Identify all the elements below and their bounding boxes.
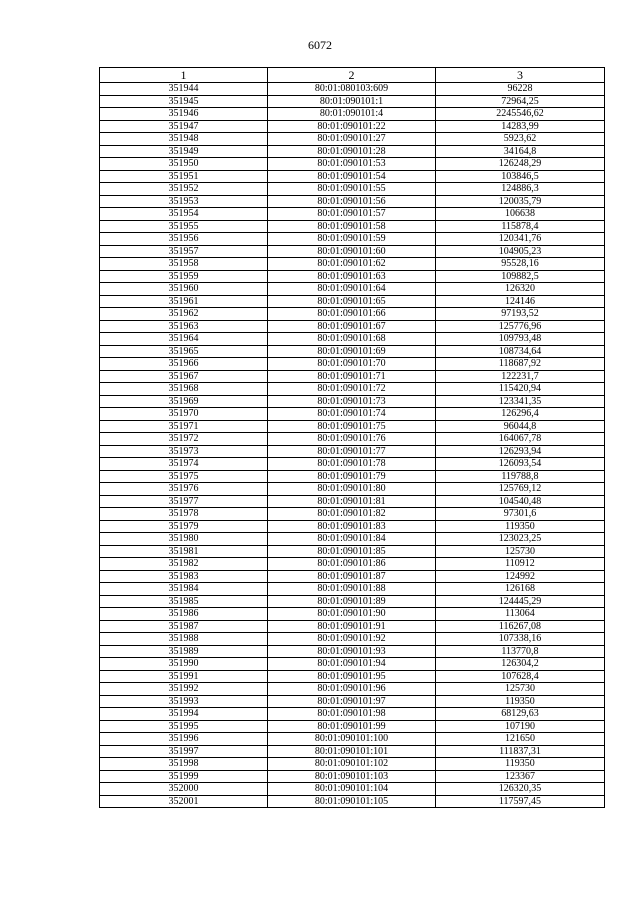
cell-value: 108734,64	[436, 345, 605, 358]
cell-number: 351962	[100, 308, 268, 321]
cell-cadastral-number: 80:01:090101:67	[268, 320, 436, 333]
cell-cadastral-number: 80:01:090101:53	[268, 158, 436, 171]
cell-value: 111837,31	[436, 745, 605, 758]
cell-number: 351952	[100, 183, 268, 196]
table-row	[100, 708, 605, 721]
table-row	[100, 83, 605, 96]
table-row	[100, 508, 605, 521]
table-row	[100, 245, 605, 258]
cell-cadastral-number: 80:01:090101:65	[268, 295, 436, 308]
cell-number: 351989	[100, 645, 268, 658]
cell-value: 123367	[436, 770, 605, 783]
cell-number: 351986	[100, 608, 268, 621]
cell-value: 123023,25	[436, 533, 605, 546]
cell-value: 97193,52	[436, 308, 605, 321]
cell-cadastral-number: 80:01:090101:73	[268, 395, 436, 408]
table-row	[100, 720, 605, 733]
cell-cadastral-number: 80:01:090101:96	[268, 683, 436, 696]
cell-cadastral-number: 80:01:090101:103	[268, 770, 436, 783]
cell-number: 351973	[100, 445, 268, 458]
table-row	[100, 183, 605, 196]
cell-cadastral-number: 80:01:090101:77	[268, 445, 436, 458]
cell-value: 110912	[436, 558, 605, 571]
cell-cadastral-number: 80:01:090101:74	[268, 408, 436, 421]
cell-value: 14283,99	[436, 120, 605, 133]
cell-cadastral-number: 80:01:090101:58	[268, 220, 436, 233]
table-row	[100, 570, 605, 583]
cell-cadastral-number: 80:01:090101:102	[268, 758, 436, 771]
cell-number: 351951	[100, 170, 268, 183]
cell-number: 351958	[100, 258, 268, 271]
cell-cadastral-number: 80:01:090101:99	[268, 720, 436, 733]
cell-cadastral-number: 80:01:090101:28	[268, 145, 436, 158]
cell-number: 351987	[100, 620, 268, 633]
cell-cadastral-number: 80:01:090101:101	[268, 745, 436, 758]
cell-number: 351948	[100, 133, 268, 146]
cell-value: 125730	[436, 545, 605, 558]
table-body	[100, 83, 605, 808]
cell-value: 118687,92	[436, 358, 605, 371]
cell-cadastral-number: 80:01:090101:91	[268, 620, 436, 633]
cell-cadastral-number: 80:01:090101:80	[268, 483, 436, 496]
cell-number: 351994	[100, 708, 268, 721]
table-row	[100, 483, 605, 496]
cell-number: 351974	[100, 458, 268, 471]
table-row	[100, 308, 605, 321]
cell-number: 351998	[100, 758, 268, 771]
cell-value: 126296,4	[436, 408, 605, 421]
cell-number: 351988	[100, 633, 268, 646]
cell-cadastral-number: 80:01:090101:82	[268, 508, 436, 521]
cell-cadastral-number: 80:01:090101:86	[268, 558, 436, 571]
cell-value: 126168	[436, 583, 605, 596]
cell-cadastral-number: 80:01:090101:75	[268, 420, 436, 433]
cell-value: 126248,29	[436, 158, 605, 171]
cell-cadastral-number: 80:01:090101:87	[268, 570, 436, 583]
cell-cadastral-number: 80:01:090101:64	[268, 283, 436, 296]
table-row	[100, 120, 605, 133]
cell-cadastral-number: 80:01:090101:90	[268, 608, 436, 621]
cell-number: 351944	[100, 83, 268, 96]
cell-number: 351995	[100, 720, 268, 733]
cell-cadastral-number: 80:01:090101:104	[268, 783, 436, 796]
cell-cadastral-number: 80:01:090101:69	[268, 345, 436, 358]
cell-cadastral-number: 80:01:090101:1	[268, 95, 436, 108]
cell-value: 115420,94	[436, 383, 605, 396]
cell-value: 120035,79	[436, 195, 605, 208]
table-row	[100, 458, 605, 471]
cell-cadastral-number: 80:01:090101:71	[268, 370, 436, 383]
cell-number: 351949	[100, 145, 268, 158]
cell-value: 122231,7	[436, 370, 605, 383]
table-row	[100, 495, 605, 508]
cell-cadastral-number: 80:01:090101:63	[268, 270, 436, 283]
table-row	[100, 758, 605, 771]
cell-value: 119350	[436, 758, 605, 771]
data-table	[99, 67, 605, 808]
cell-number: 351953	[100, 195, 268, 208]
cell-number: 351970	[100, 408, 268, 421]
cell-value: 96044,8	[436, 420, 605, 433]
cell-value: 124146	[436, 295, 605, 308]
cell-value: 126293,94	[436, 445, 605, 458]
cell-cadastral-number: 80:01:090101:76	[268, 433, 436, 446]
table-row	[100, 795, 605, 808]
table-row	[100, 445, 605, 458]
table-row	[100, 733, 605, 746]
cell-cadastral-number: 80:01:090101:57	[268, 208, 436, 221]
cell-cadastral-number: 80:01:090101:60	[268, 245, 436, 258]
cell-number: 351981	[100, 545, 268, 558]
cell-cadastral-number: 80:01:090101:70	[268, 358, 436, 371]
cell-number: 352001	[100, 795, 268, 808]
cell-number: 351966	[100, 358, 268, 371]
table-row	[100, 208, 605, 221]
cell-number: 351993	[100, 695, 268, 708]
cell-cadastral-number: 80:01:090101:94	[268, 658, 436, 671]
cell-value: 107628,4	[436, 670, 605, 683]
cell-number: 351980	[100, 533, 268, 546]
cell-cadastral-number: 80:01:090101:66	[268, 308, 436, 321]
cell-value: 121650	[436, 733, 605, 746]
cell-value: 5923,62	[436, 133, 605, 146]
cell-cadastral-number: 80:01:090101:79	[268, 470, 436, 483]
cell-value: 72964,25	[436, 95, 605, 108]
table-row	[100, 433, 605, 446]
cell-value: 117597,45	[436, 795, 605, 808]
cell-value: 34164,8	[436, 145, 605, 158]
cell-value: 109882,5	[436, 270, 605, 283]
cell-cadastral-number: 80:01:090101:85	[268, 545, 436, 558]
table-row	[100, 520, 605, 533]
cell-value: 124992	[436, 570, 605, 583]
table-row	[100, 683, 605, 696]
table-header	[100, 68, 605, 83]
table-row	[100, 333, 605, 346]
cell-cadastral-number: 80:01:090101:78	[268, 458, 436, 471]
table-row	[100, 470, 605, 483]
cell-number: 351983	[100, 570, 268, 583]
cell-cadastral-number: 80:01:090101:4	[268, 108, 436, 121]
cell-value: 106638	[436, 208, 605, 221]
column-header-3: 3	[436, 68, 605, 83]
column-header-1: 1	[100, 68, 268, 83]
cell-value: 120341,76	[436, 233, 605, 246]
cell-cadastral-number: 80:01:090101:59	[268, 233, 436, 246]
cell-number: 351975	[100, 470, 268, 483]
cell-number: 351985	[100, 595, 268, 608]
table-row	[100, 233, 605, 246]
cell-number: 351990	[100, 658, 268, 671]
cell-value: 125776,96	[436, 320, 605, 333]
cell-cadastral-number: 80:01:090101:68	[268, 333, 436, 346]
table-row	[100, 745, 605, 758]
cell-value: 68129,63	[436, 708, 605, 721]
table-row	[100, 533, 605, 546]
cell-number: 351946	[100, 108, 268, 121]
table-row	[100, 283, 605, 296]
column-header-2: 2	[268, 68, 436, 83]
cell-number: 351977	[100, 495, 268, 508]
cell-number: 351965	[100, 345, 268, 358]
cell-number: 351960	[100, 283, 268, 296]
cell-number: 351957	[100, 245, 268, 258]
cell-value: 126093,54	[436, 458, 605, 471]
cell-cadastral-number: 80:01:090101:84	[268, 533, 436, 546]
cell-value: 104540,48	[436, 495, 605, 508]
cell-number: 351945	[100, 95, 268, 108]
table-row	[100, 345, 605, 358]
cell-value: 124886,3	[436, 183, 605, 196]
table-row	[100, 408, 605, 421]
cell-number: 351982	[100, 558, 268, 571]
cell-cadastral-number: 80:01:090101:95	[268, 670, 436, 683]
cell-value: 123341,35	[436, 395, 605, 408]
cell-cadastral-number: 80:01:090101:62	[268, 258, 436, 271]
cell-value: 95528,16	[436, 258, 605, 271]
cell-value: 103846,5	[436, 170, 605, 183]
cell-value: 104905,23	[436, 245, 605, 258]
cell-number: 351961	[100, 295, 268, 308]
cell-cadastral-number: 80:01:090101:55	[268, 183, 436, 196]
table-header-row	[100, 68, 605, 83]
cell-value: 126320	[436, 283, 605, 296]
cell-number: 351954	[100, 208, 268, 221]
cell-value: 109793,48	[436, 333, 605, 346]
table-row	[100, 783, 605, 796]
cell-number: 351991	[100, 670, 268, 683]
table-row	[100, 420, 605, 433]
cell-cadastral-number: 80:01:090101:83	[268, 520, 436, 533]
cell-cadastral-number: 80:01:090101:81	[268, 495, 436, 508]
table-row	[100, 695, 605, 708]
cell-number: 351996	[100, 733, 268, 746]
cell-value: 125730	[436, 683, 605, 696]
cell-number: 351992	[100, 683, 268, 696]
cell-number: 351971	[100, 420, 268, 433]
table-row	[100, 145, 605, 158]
table-row	[100, 108, 605, 121]
table-row	[100, 545, 605, 558]
cell-number: 351979	[100, 520, 268, 533]
cell-cadastral-number: 80:01:090101:88	[268, 583, 436, 596]
cell-value: 119350	[436, 695, 605, 708]
cell-number: 351967	[100, 370, 268, 383]
cell-cadastral-number: 80:01:090101:54	[268, 170, 436, 183]
cell-cadastral-number: 80:01:090101:93	[268, 645, 436, 658]
table-row	[100, 170, 605, 183]
cell-number: 351963	[100, 320, 268, 333]
cell-value: 119350	[436, 520, 605, 533]
table-row	[100, 395, 605, 408]
table-row	[100, 220, 605, 233]
cell-value: 116267,08	[436, 620, 605, 633]
cell-number: 351959	[100, 270, 268, 283]
cell-number: 351968	[100, 383, 268, 396]
cell-cadastral-number: 80:01:090101:97	[268, 695, 436, 708]
table-row	[100, 583, 605, 596]
cell-number: 351947	[100, 120, 268, 133]
cell-value: 115878,4	[436, 220, 605, 233]
cell-cadastral-number: 80:01:080103:609	[268, 83, 436, 96]
cell-cadastral-number: 80:01:090101:100	[268, 733, 436, 746]
table-row	[100, 270, 605, 283]
cell-cadastral-number: 80:01:090101:89	[268, 595, 436, 608]
cell-value: 107338,16	[436, 633, 605, 646]
cell-value: 113770,8	[436, 645, 605, 658]
cell-number: 351972	[100, 433, 268, 446]
cell-cadastral-number: 80:01:090101:105	[268, 795, 436, 808]
table-row	[100, 370, 605, 383]
cell-number: 351969	[100, 395, 268, 408]
table-row	[100, 95, 605, 108]
cell-value: 113064	[436, 608, 605, 621]
table-row	[100, 633, 605, 646]
cell-value: 96228	[436, 83, 605, 96]
cell-number: 351976	[100, 483, 268, 496]
cell-value: 125769,12	[436, 483, 605, 496]
page-number: 6072	[308, 38, 332, 52]
cell-value: 164067,78	[436, 433, 605, 446]
cell-value: 126304,2	[436, 658, 605, 671]
cell-cadastral-number: 80:01:090101:22	[268, 120, 436, 133]
table-row	[100, 383, 605, 396]
cell-number: 351950	[100, 158, 268, 171]
table-row	[100, 770, 605, 783]
table-row	[100, 595, 605, 608]
cell-number: 352000	[100, 783, 268, 796]
table-row	[100, 258, 605, 271]
table-row	[100, 295, 605, 308]
cell-cadastral-number: 80:01:090101:98	[268, 708, 436, 721]
cell-number: 351978	[100, 508, 268, 521]
table-row	[100, 608, 605, 621]
cell-value: 126320,35	[436, 783, 605, 796]
table-row	[100, 658, 605, 671]
cell-number: 351955	[100, 220, 268, 233]
cell-value: 107190	[436, 720, 605, 733]
table-row	[100, 320, 605, 333]
table-row	[100, 195, 605, 208]
cell-number: 351956	[100, 233, 268, 246]
cell-value: 2245546,62	[436, 108, 605, 121]
cell-cadastral-number: 80:01:090101:27	[268, 133, 436, 146]
table-row	[100, 645, 605, 658]
cell-number: 351999	[100, 770, 268, 783]
cell-number: 351997	[100, 745, 268, 758]
cell-value: 124445,29	[436, 595, 605, 608]
table-row	[100, 158, 605, 171]
table-row	[100, 558, 605, 571]
cell-cadastral-number: 80:01:090101:92	[268, 633, 436, 646]
table-row	[100, 670, 605, 683]
table-row	[100, 620, 605, 633]
cell-value: 119788,8	[436, 470, 605, 483]
cell-cadastral-number: 80:01:090101:56	[268, 195, 436, 208]
cell-cadastral-number: 80:01:090101:72	[268, 383, 436, 396]
table-row	[100, 358, 605, 371]
cell-number: 351964	[100, 333, 268, 346]
cell-value: 97301,6	[436, 508, 605, 521]
cell-number: 351984	[100, 583, 268, 596]
table-row	[100, 133, 605, 146]
